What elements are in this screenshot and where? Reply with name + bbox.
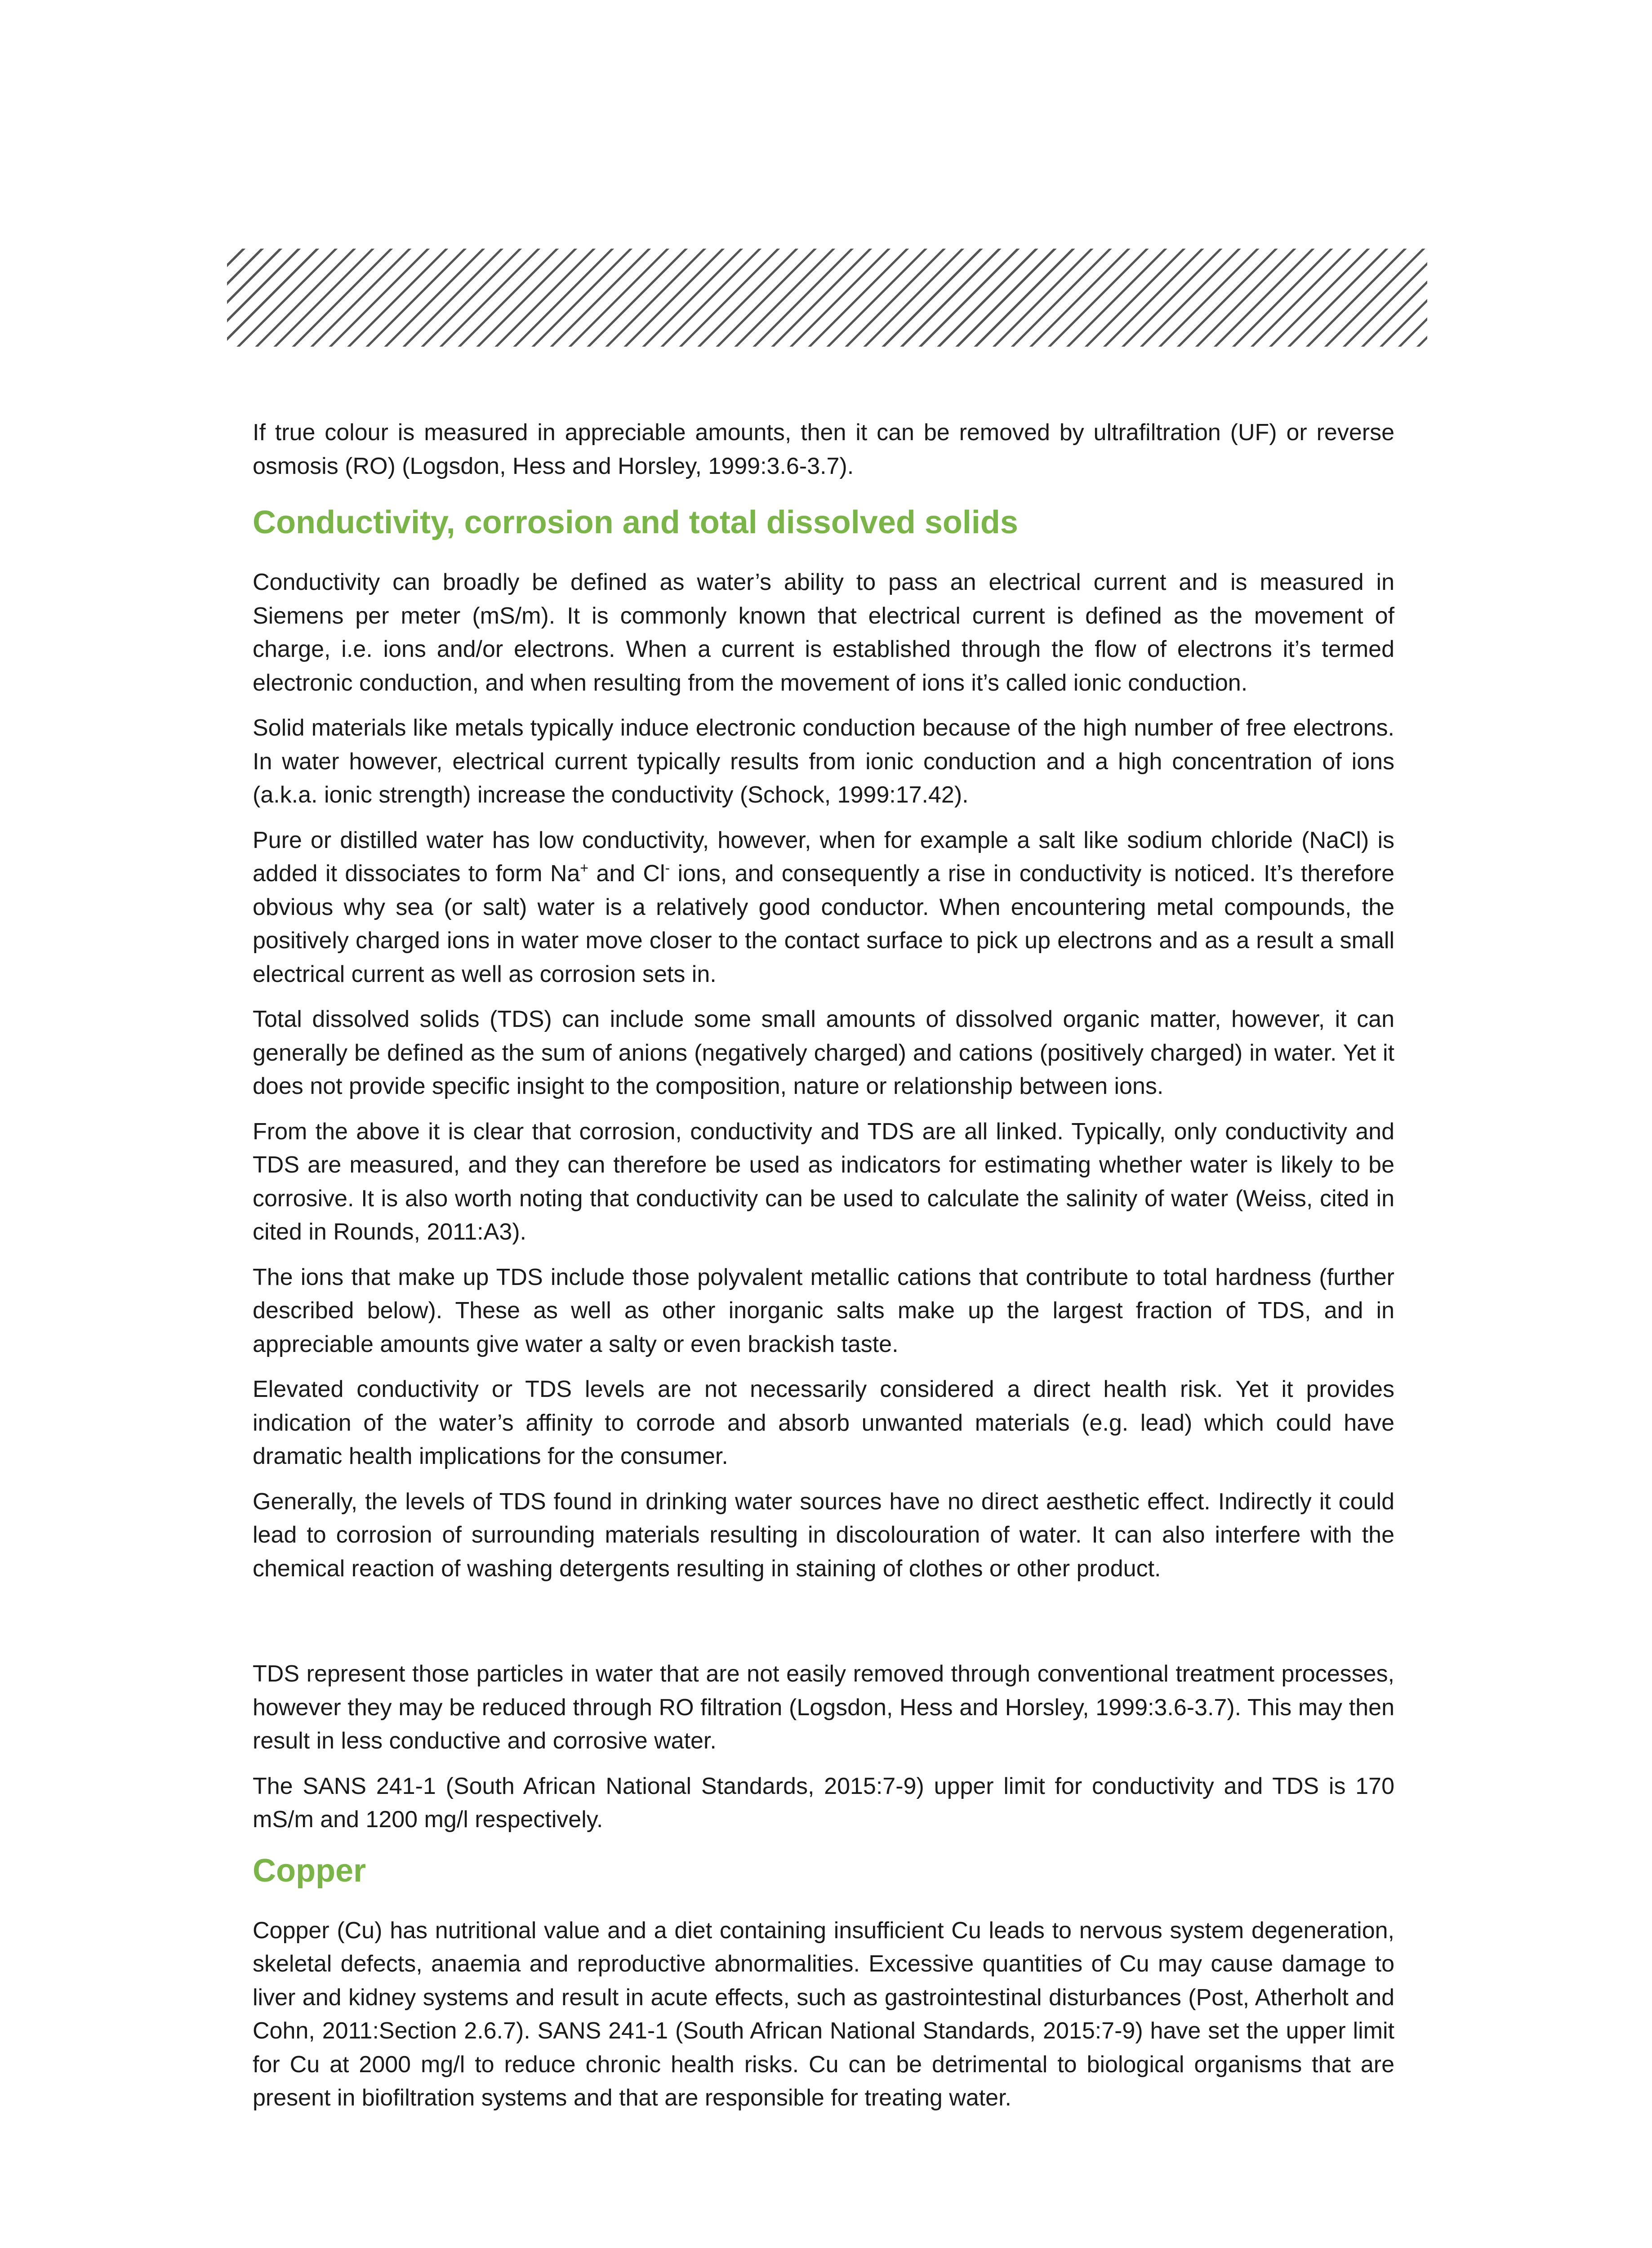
- section-heading-conductivity: Conductivity, corrosion and total dissolved solids: [253, 504, 1018, 540]
- paragraph-tds-ions: The ions that make up TDS include those polyvalent metallic cations that contribute to total hardness (further described below). These as well as other inorganic salts make up the largest fraction of TDS, and in appreciable amounts give water a salty or even brackish taste.: [253, 1264, 1394, 1357]
- sodium-charge-superscript: +: [580, 860, 588, 876]
- paragraph-health-risk: Elevated conductivity or TDS levels are not necessarily considered a direct health risk. Yet it provides indication of the water’s affinity to corrode and absorb unwanted materials (e.g. lead) which could have dramatic health implications for the consumer.: [253, 1376, 1394, 1469]
- page-content: [253, 416, 1394, 2127]
- intro-paragraph: If true colour is measured in appreciable amounts, then it can be removed by ultrafiltration (UF) or reverse osmosis (RO) (Logsdon, Hess and Horsley, 1999:3.6-3.7).: [253, 419, 1394, 479]
- decorative-hatch-band: [227, 249, 1427, 347]
- paragraph-pure-water-part2: and Cl: [588, 861, 665, 887]
- paragraph-electronic-conduction: Solid materials like metals typically induce electronic conduction because of the high number of free electrons. In water however, electrical current typically results from ionic conduction and a high concentration of ions (a.k.a. ionic strength) increase the conductivity (Schock, 1999:17.42).: [253, 715, 1394, 808]
- paragraph-tds-definition: Total dissolved solids (TDS) can include some small amounts of dissolved organic matter, however, it can generally be defined as the sum of anions (negatively charged) and cations (positively charged) in water. Yet it does not provide specific insight to the composition, nature or relationship between ions.: [253, 1006, 1394, 1099]
- paragraph-copper: Copper (Cu) has nutritional value and a diet containing insufficient Cu leads to nervous system degeneration, skeletal defects, anaemia and reproductive abnormalities. Excessive quantities of Cu may cause damage to liver and kidney systems and result in acute effects, such as gastrointestinal disturbances (Post, Atherholt and Cohn, 2011:Section 2.6.7). SANS 241-1 (South African National Standards, 2015:7-9) have set the upper limit for Cu at 2000 mg/l to reduce chronic health risks. Cu can be detrimental to biological organisms that are present in biofiltration systems and that are responsible for treating water.: [253, 1917, 1394, 2111]
- paragraph-pure-water-part1: Pure or distilled water has low conductivity, however, when for example a salt like sodium chloride (NaCl) is added it dissociates to form Na: [253, 827, 1394, 887]
- chloride-charge-superscript: -: [665, 860, 670, 876]
- paragraph-pure-water-part3: ions, and consequently a rise in conductivity is noticed. It’s therefore obvious why sea (or salt) water is a relatively good conductor. When encountering metal compounds, the positively charged ions in water move closer to the contact surface to pick up electrons and as a result a small electrical current as well as corrosion sets in.: [253, 861, 1394, 987]
- section-heading-copper: Copper: [253, 1852, 366, 1889]
- paragraph-pure-water: [253, 824, 1394, 991]
- paragraph-linked-indicators: From the above it is clear that corrosion, conductivity and TDS are all linked. Typically, only conductivity and TDS are measured, and they can therefore be used as indicators for estimating whether water is likely to be corrosive. It is also worth noting that conductivity can be used to calculate the salinity of water (Weiss, cited in cited in Rounds, 2011:A3).: [253, 1118, 1394, 1245]
- paragraph-sans-limits: The SANS 241-1 (South African National Standards, 2015:7-9) upper limit for conductivity and TDS is 170 mS/m and 1200 mg/l respectively.: [253, 1773, 1394, 1833]
- paragraph-conductivity-definition: Conductivity can broadly be defined as water’s ability to pass an electrical current and is measured in Siemens per meter (mS/m). It is commonly known that electrical current is defined as the movement of charge, i.e. ions and/or electrons. When a current is established through the flow of electrons it’s termed electronic conduction, and when resulting from the movement of ions it’s called ionic conduction.: [253, 569, 1394, 696]
- paragraph-tds-removal: TDS represent those particles in water that are not easily removed through conventional treatment processes, however they may be reduced through RO filtration (Logsdon, Hess and Horsley, 1999:3.6-3.7). This may then result in less conductive and corrosive water.: [253, 1661, 1394, 1754]
- paragraph-aesthetic-effect: Generally, the levels of TDS found in drinking water sources have no direct aesthetic effect. Indirectly it could lead to corrosion of surrounding materials resulting in discolouration of water. It can also interfere with the chemical reaction of washing detergents resulting in staining of clothes or other product.: [253, 1488, 1394, 1582]
